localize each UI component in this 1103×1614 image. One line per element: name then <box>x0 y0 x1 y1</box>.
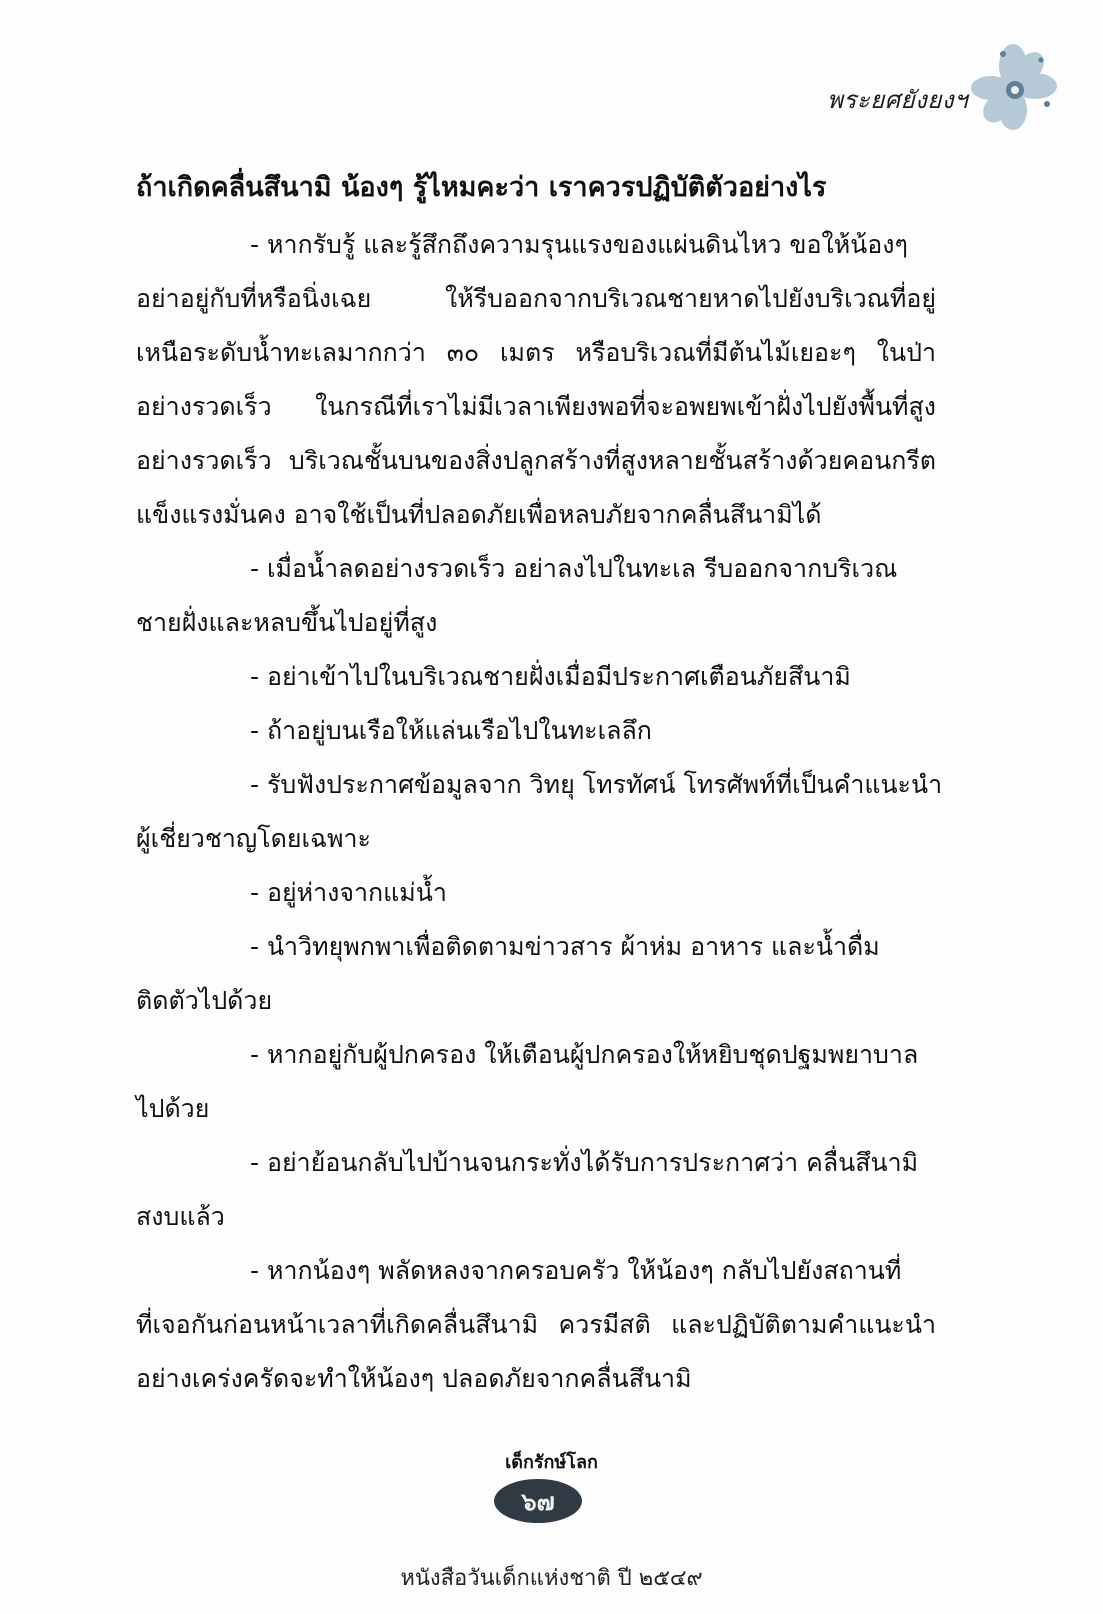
text-line: - หากน้องๆ พลัดหลงจากครอบครัว ให้น้องๆ กลับไปยังสถานที่ <box>250 1256 902 1285</box>
footer-title: เด็กรักษ์โลก <box>505 1452 598 1473</box>
page-number: ๖๗ <box>521 1488 555 1516</box>
text-line: - อยู่ห่างจากแม่น้ำ <box>250 878 447 907</box>
text-line: สงบแล้ว <box>136 1202 225 1231</box>
text-line: - อย่าย้อนกลับไปบ้านจนกระทั่งได้รับการประกาศว่า คลื่นสึนามิ <box>250 1148 919 1177</box>
text-line: อย่างรวดเร็ว ในกรณีที่เราไม่มีเวลาเพียงพอที่จะอพยพเข้าฝั่งไปยังพื้นที่สูง <box>136 392 936 421</box>
flower-illustration-icon <box>963 38 1063 138</box>
text-line: ที่เจอกันก่อนหน้าเวลาที่เกิดคลื่นสึนามิ ควรมีสติ และปฏิบัติตามคำแนะนำ <box>136 1310 936 1339</box>
text-line: - หากอยู่กับผู้ปกครอง ให้เตือนผู้ปกครองให้หยิบชุดปฐมพยาบาล <box>250 1040 919 1069</box>
text-line: - ถ้าอยู่บนเรือให้แล่นเรือไปในทะเลลึก <box>250 716 652 745</box>
section-heading: ถ้าเกิดคลื่นสึนามิ น้องๆ รู้ไหมคะว่า เราควรปฏิบัติตัวอย่างไร <box>136 172 827 203</box>
text-line: - รับฟังประกาศข้อมูลจาก วิทยุ โทรทัศน์ โทรศัพท์ที่เป็นคำแนะนำ <box>250 770 943 799</box>
text-line: - หากรับรู้ และรู้สึกถึงความรุนแรงของแผ่นดินไหว ขอให้น้องๆ <box>250 230 908 259</box>
brand-title: พระยศยังยงฯ <box>827 86 968 114</box>
text-line: อย่าอยู่กับที่หรือนิ่งเฉย ให้รีบออกจากบริเวณชายหาดไปยังบริเวณที่อยู่ <box>136 284 936 313</box>
text-line: อย่างรวดเร็ว บริเวณชั้นบนของสิ่งปลูกสร้างที่สูงหลายชั้นสร้างด้วยคอนกรีต <box>136 446 936 475</box>
text-line: อย่างเคร่งครัดจะทำให้น้องๆ ปลอดภัยจากคลื่นสึนามิ <box>136 1364 692 1393</box>
text-line: - นำวิทยุพกพาเพื่อติดตามข่าวสาร ผ้าห่ม อาหาร และน้ำดื่ม <box>250 932 880 961</box>
text-line: ผู้เชี่ยวชาญโดยเฉพาะ <box>136 824 371 853</box>
text-line: แข็งแรงมั่นคง อาจใช้เป็นที่ปลอดภัยเพื่อหลบภัยจากคลื่นสึนามิได้ <box>136 500 822 529</box>
text-line: ติดตัวไปด้วย <box>136 986 273 1015</box>
text-line: - เมื่อน้ำลดอย่างรวดเร็ว อย่าลงไปในทะเล รีบออกจากบริเวณ <box>250 554 898 583</box>
text-line: ชายฝั่งและหลบขึ้นไปอยู่ที่สูง <box>136 608 438 637</box>
header-brand <box>827 38 1063 138</box>
footer-subtitle: หนังสือวันเด็กแห่งชาติ ปี ๒๕๔๙ <box>400 1566 703 1591</box>
text-line: - อย่าเข้าไปในบริเวณชายฝั่งเมื่อมีประกาศเตือนภัยสึนามิ <box>250 662 851 691</box>
text-line: ไปด้วย <box>136 1094 210 1123</box>
text-line: เหนือระดับน้ำทะเลมากกว่า ๓๐ เมตร หรือบริเวณที่มีต้นไม้เยอะๆ ในป่า <box>136 338 936 367</box>
